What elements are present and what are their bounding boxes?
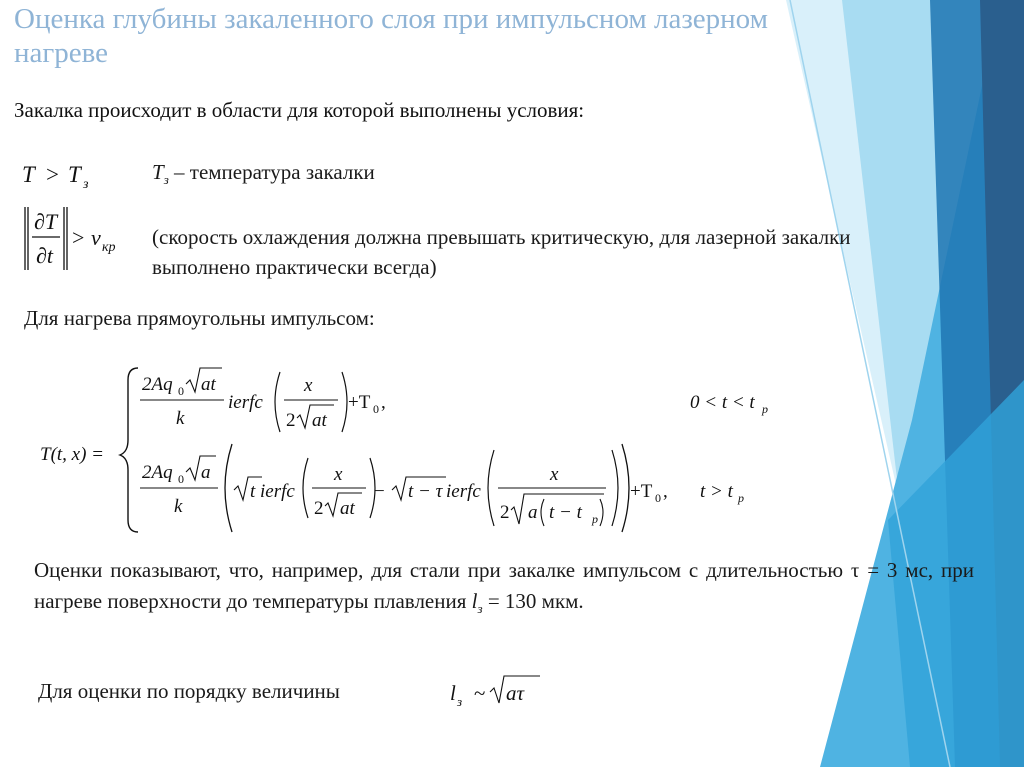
c1-inner-sqrt: at — [312, 410, 327, 431]
c2-cond-sub: p — [738, 491, 744, 505]
c2-inner2-paren: t − t — [549, 502, 582, 523]
order-op: ~ — [474, 681, 486, 705]
condition2-formula — [25, 207, 116, 270]
cond2-op: > — [72, 225, 85, 250]
c1-num: 2Aq — [142, 374, 173, 395]
c2-inner2-sub: p — [592, 512, 598, 526]
c2-inner2-coef: 2 — [500, 502, 510, 523]
c2-inner1-num: x — [334, 464, 343, 485]
c2-num-sub: 0 — [178, 472, 184, 486]
c1-num-sub: 0 — [178, 384, 184, 398]
estimate-subscript: з — [477, 601, 483, 617]
note-text: – температура закалки — [168, 160, 375, 184]
c2-inner1-coef: 2 — [314, 498, 324, 519]
c1-inner-coef: 2 — [286, 410, 296, 431]
big-brace — [120, 368, 138, 532]
c1-tail-sub: 0 — [373, 402, 379, 416]
c2-inner1-sqrt: at — [340, 498, 355, 519]
c2-cond: t > t — [700, 481, 733, 502]
case1 — [140, 368, 768, 432]
cond2-rhs: v — [91, 225, 101, 250]
slide-title: Оценка глубины закаленного слоя при импульсном лазерном нагреве — [14, 3, 768, 69]
formula-lhs: T(t, x) = — [40, 444, 105, 465]
c2-inner2-a: a — [528, 502, 538, 523]
c1-cond: 0 < t < t — [690, 392, 755, 413]
order-lhs-sub: з — [457, 694, 463, 709]
c1-inner-num: x — [304, 375, 313, 396]
c2-den: k — [174, 496, 183, 517]
c1-cond-sub: p — [762, 402, 768, 416]
note-subscript: з — [163, 172, 169, 188]
intro-text: Закалка происходит в области для которой выполнены условия: — [14, 98, 585, 122]
c2-sqrt2: t − τ — [408, 481, 443, 502]
c2-sqrt-t: t — [250, 481, 256, 502]
estimate-value: = 130 мкм. — [482, 589, 584, 613]
c2-tail-comma: , — [663, 481, 668, 502]
cond1-rhs: T — [68, 162, 81, 187]
cond2-denominator: ∂t — [36, 243, 53, 268]
condition2-note: (скорость охлаждения должна превышать критическую, для лазерной закалки выполнено практически всегда) — [152, 225, 851, 279]
note-symbol: T — [152, 160, 164, 184]
c2-tail-sub: 0 — [655, 491, 661, 505]
condition1-formula — [22, 162, 89, 192]
order-sqrt: aτ — [506, 681, 525, 705]
estimate-symbol: l — [471, 589, 478, 613]
order-formula — [450, 676, 540, 709]
estimate-text: Оценки показывают, что, например, для стали при закалке импульсом с длительностью τ = 3 мс, при нагреве поверхности до температуры плавления — [34, 558, 974, 613]
order-lhs: l — [450, 681, 456, 705]
c1-tail: +T — [348, 392, 371, 413]
c1-tail-comma: , — [381, 392, 386, 413]
c2-tail: +T — [630, 481, 653, 502]
cond1-lhs: T — [22, 162, 35, 187]
case2 — [140, 444, 744, 532]
cond1-rhs-sub: з — [83, 177, 89, 192]
order-label: Для оценки по порядку величины — [38, 679, 340, 703]
c1-num-sqrt: at — [201, 374, 216, 395]
pulse-label: Для нагрева прямоугольны импульсом: — [24, 306, 375, 330]
c2-num-sqrt: a — [201, 462, 211, 483]
cond2-rhs-sub: кр — [102, 240, 116, 255]
c2-minus: − — [374, 481, 385, 502]
c2-inner2-num: x — [550, 464, 559, 485]
cond1-op: > — [46, 162, 59, 187]
c1-ierfc: ierfc — [228, 392, 263, 413]
c2-ierfc1: ierfc — [260, 481, 295, 502]
piecewise-formula — [40, 368, 768, 532]
c1-den: k — [176, 408, 185, 429]
cond2-numerator: ∂T — [34, 209, 58, 234]
c2-ierfc2: ierfc — [446, 481, 481, 502]
c2-num: 2Aq — [142, 462, 173, 483]
